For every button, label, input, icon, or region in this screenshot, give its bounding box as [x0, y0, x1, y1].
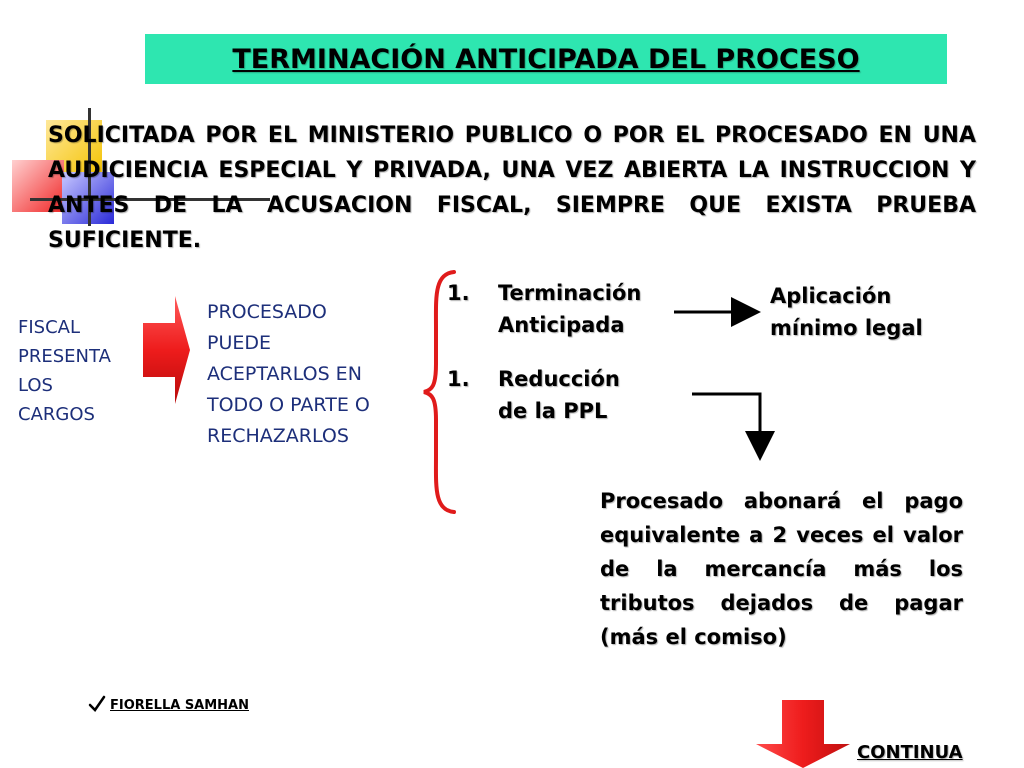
- page-title: TERMINACIÓN ANTICIPADA DEL PROCESO: [232, 43, 860, 75]
- connector-arrows: [660, 290, 780, 465]
- right-arrow-icon: [143, 296, 190, 404]
- option-line: de la PPL: [498, 399, 608, 423]
- option-line: Reducción: [498, 367, 620, 391]
- procesado-line: PUEDE: [207, 332, 272, 354]
- down-arrow-icon[interactable]: [756, 700, 850, 768]
- option-number: 1.: [447, 367, 470, 391]
- procesado-line: TODO O PARTE O: [207, 394, 370, 416]
- fiscal-line: LOS: [18, 375, 53, 396]
- procesado-line: PROCESADO: [207, 301, 327, 323]
- procesado-abona-paragraph: Procesado abonará el pago equivalente a 2 veces el valor de la mercancía más los tributos dejados de pagar (más el comiso): [600, 489, 963, 649]
- procesado-line: ACEPTARLOS EN: [207, 363, 362, 385]
- aplicacion-line: mínimo legal: [770, 316, 923, 340]
- option-label: [498, 363, 678, 427]
- title-banner: [145, 34, 947, 84]
- option-item: [447, 363, 687, 433]
- fiscal-line: CARGOS: [18, 404, 95, 425]
- author-name: FIORELLA SAMHAN: [110, 698, 249, 713]
- option-line: Terminación: [498, 281, 642, 305]
- arrow-to-procesado-abona: [692, 394, 760, 455]
- procesado-line: RECHAZARLOS: [207, 425, 349, 447]
- aplicacion-block: [770, 280, 970, 344]
- option-number: 1.: [447, 281, 470, 305]
- intro-paragraph: SOLICITADA POR EL MINISTERIO PUBLICO O POR EL PROCESADO EN UNA AUDICIENCIA ESPECIAL Y PRIVADA, UNA VEZ ABIERTA LA INSTRUCCION Y ANTES DE LA ACUSACION FISCAL, SIEMPRE QUE EXISTA PRUEBA SUFICIENTE.: [48, 123, 976, 253]
- fiscal-line: PRESENTA: [18, 346, 111, 367]
- fiscal-line: FISCAL: [18, 317, 80, 338]
- option-line: Anticipada: [498, 313, 625, 337]
- fiscal-block: [18, 313, 138, 429]
- option-label: [498, 277, 678, 341]
- procesado-block: [207, 297, 407, 452]
- continue-link[interactable]: CONTINUA: [857, 742, 963, 763]
- aplicacion-line: Aplicación: [770, 284, 892, 308]
- check-icon: [88, 694, 106, 714]
- option-item: [447, 277, 687, 347]
